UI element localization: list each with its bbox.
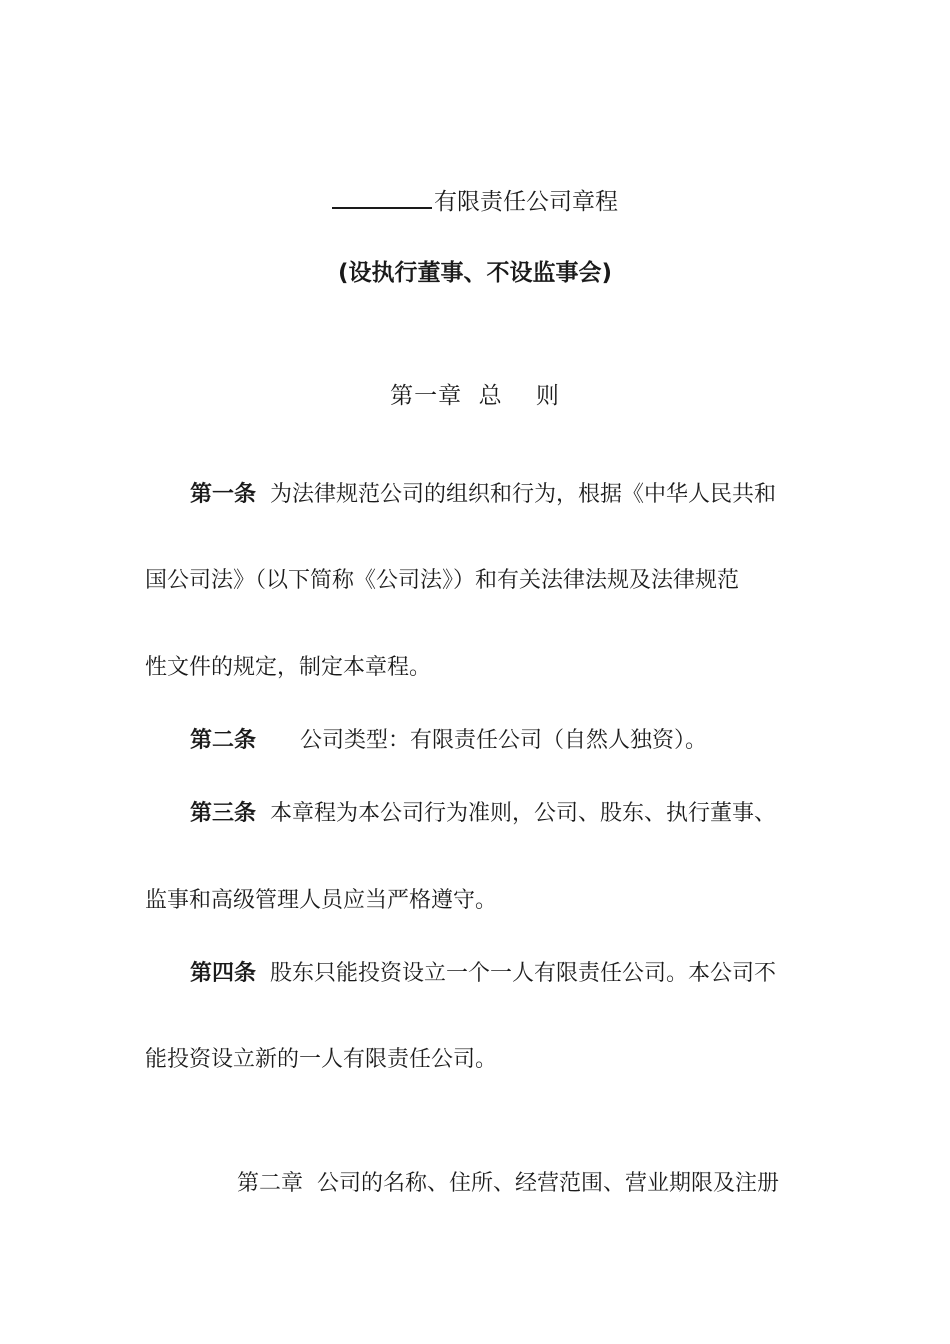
document-title — [0, 185, 950, 217]
article-3-line-1 — [190, 799, 776, 829]
chapter-two-text: 公司的名称、住所、经营范围、营业期限及注册 — [317, 1171, 780, 1196]
article-4-number: 第四条 — [190, 961, 257, 986]
article-2-number: 第二条 — [190, 728, 257, 753]
document-subtitle: (设执行董事、不设监事会) — [337, 260, 613, 286]
article-2-line-1 — [190, 726, 707, 756]
article-1-text-1: 为法律规范公司的组织和行为，根据《中华人民共和 — [270, 482, 777, 507]
article-4-text-1: 股东只能投资设立一个一人有限责任公司。本公司不 — [270, 961, 777, 986]
article-1-number: 第一条 — [190, 482, 257, 507]
chapter-two-number: 第二章 — [237, 1171, 304, 1196]
article-1-line-1 — [190, 480, 776, 510]
chapter-one-heading: 第一章 总 则 — [390, 383, 560, 409]
article-4-line-1 — [190, 959, 776, 989]
article-1-line-3: 性文件的规定，制定本章程。 — [145, 655, 432, 680]
article-3-text-1: 本章程为本公司行为准则，公司、股东、执行董事、 — [270, 801, 777, 826]
company-name-blank — [332, 185, 432, 209]
article-3-number: 第三条 — [190, 801, 257, 826]
article-3-line-2: 监事和高级管理人员应当严格遵守。 — [145, 888, 498, 913]
article-1-line-2: 国公司法》（以下简称《公司法》）和有关法律法规及法律规范 — [145, 568, 740, 593]
document-title-text: 有限责任公司章程 — [434, 189, 618, 215]
chapter-two-heading — [237, 1169, 779, 1199]
article-4-line-2: 能投资设立新的一人有限责任公司。 — [145, 1047, 498, 1072]
article-2-text-1: 公司类型：有限责任公司（自然人独资）。 — [300, 728, 708, 753]
